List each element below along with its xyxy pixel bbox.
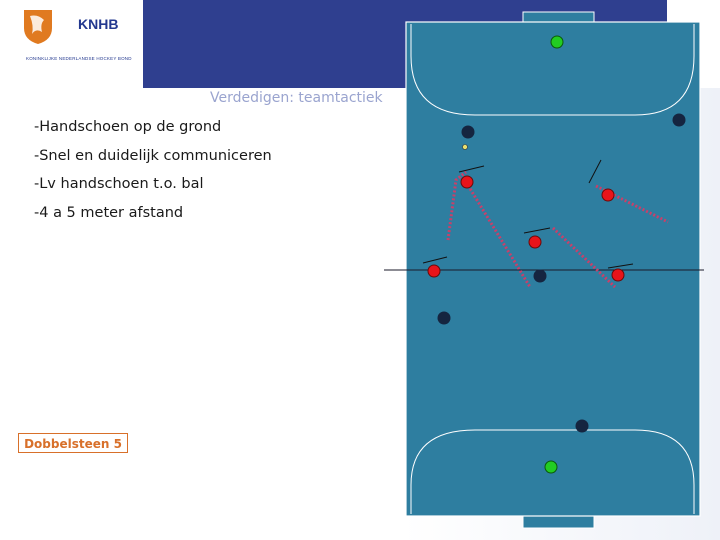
bullet-item: -4 a 5 meter afstand	[34, 205, 184, 221]
navy-player-marker	[462, 126, 475, 139]
goalkeeper-marker	[551, 36, 563, 48]
red-player-marker	[461, 176, 473, 188]
pitch-field	[406, 22, 700, 516]
logo-subtitle: KONINKLIJKE NEDERLANDSE HOCKEY BOND	[26, 56, 132, 61]
red-player-marker	[529, 236, 541, 248]
dice-label: Dobbelsteen 5	[18, 433, 128, 453]
navy-player-marker	[576, 420, 589, 433]
ball-marker	[463, 145, 468, 150]
logo-name: KNHB	[78, 16, 119, 32]
bullet-item: -Lv handschoen t.o. bal	[34, 176, 204, 192]
navy-player-marker	[438, 312, 451, 325]
bottom-goal	[523, 515, 594, 528]
bullet-item: -Handschoen op de grond	[34, 119, 222, 135]
red-player-marker	[602, 189, 614, 201]
red-player-marker	[612, 269, 624, 281]
slide-title: Verdedigen: teamtactiek	[210, 90, 383, 106]
bullet-item: -Snel en duidelijk communiceren	[34, 148, 272, 164]
navy-player-marker	[673, 114, 686, 127]
navy-player-marker	[534, 270, 547, 283]
red-player-marker	[428, 265, 440, 277]
goalkeeper-marker	[545, 461, 557, 473]
